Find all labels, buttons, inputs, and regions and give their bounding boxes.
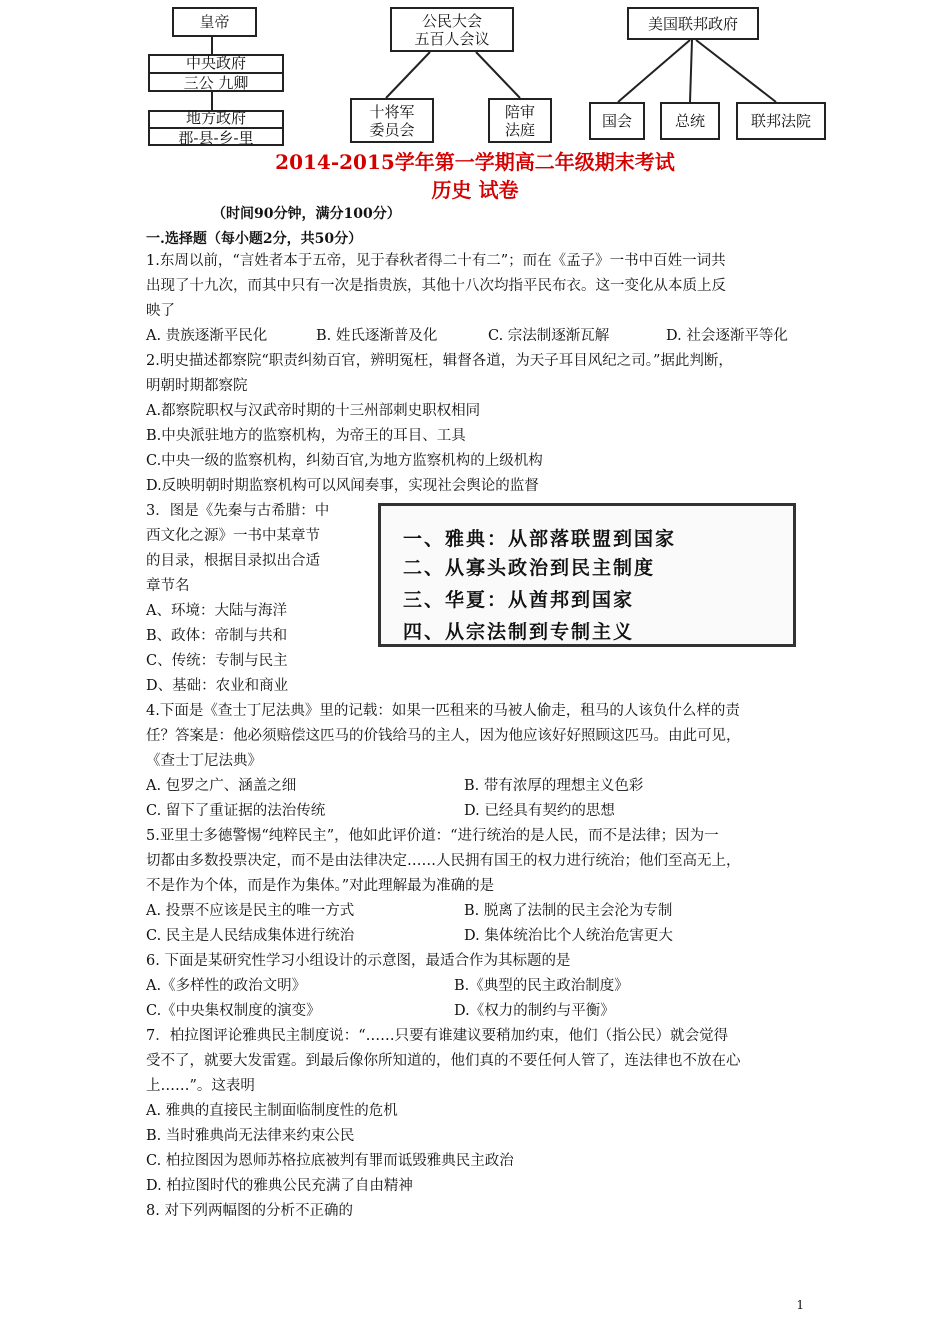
q5-line-1: 5.亚里士多德警惕“纯粹民主”，他如此评价道：“进行统治的是人民，而不是法律；因为一 (146, 828, 719, 844)
q6-option-a: A.《多样性的政治文明》 (146, 978, 307, 994)
emperor-label: 皇帝 (199, 13, 230, 31)
q2-option-b: B.中央派驻地方的监察机构，为帝王的耳目、工具 (146, 428, 466, 444)
q4-line-3: 《查士丁尼法典》 (146, 753, 262, 769)
q7-line-3: 上……”。这表明 (146, 1078, 255, 1094)
q3-line-2: 西文化之源》一书中某章节 (146, 528, 320, 544)
q3-line-4: 章节名 (146, 578, 190, 594)
q2-option-a: A.都察院职权与汉武帝时期的十三州部刺史职权相同 (146, 403, 481, 419)
q3-option-d: D、基础：农业和商业 (146, 678, 289, 694)
connector-assembly-generals (386, 52, 430, 98)
local-levels-label: 郡-县-乡-里 (178, 129, 254, 147)
council-500-label: 五百人会议 (414, 29, 490, 48)
q1-line-3: 映了 (146, 303, 175, 319)
box-ten-generals (350, 98, 434, 143)
q6-option-d: D.《权力的制约与平衡》 (454, 1003, 615, 1019)
q1-option-b: B. 姓氏逐渐普及化 (316, 328, 438, 344)
connector-federal-president (690, 40, 692, 102)
q3-line-1: 3．图是《先秦与古希腊：中 (146, 503, 330, 519)
q1-line-2: 出现了十九次，而其中只有一次是指贵族，其他十八次均指平民布衣。这一变化从本质上反 (146, 278, 726, 294)
q7-option-d: D. 柏拉图时代的雅典公民充满了自由精神 (146, 1178, 413, 1194)
q5-option-c: C. 民主是人民结成集体进行统治 (146, 928, 355, 944)
q3-option-c: C、传统：专制与民主 (146, 653, 288, 669)
toc-item-3: 三、华夏：从酋邦到国家 (403, 589, 635, 611)
box-central-government (148, 54, 284, 92)
q1-line-1: 1.东周以前，“言姓者本于五帝，见于春秋者得二十有二”；而在《孟子》一书中百姓一词共 (146, 253, 726, 269)
box-us-federal-government (627, 7, 759, 40)
q6-line-1: 6. 下面是某研究性学习小组设计的示意图，最适合作为其标题的是 (146, 953, 571, 969)
exam-subject: 历史 试卷 (431, 178, 519, 202)
ten-generals-label: 十将军 (369, 102, 415, 121)
box-president (660, 102, 720, 140)
q4-option-a: A. 包罗之广、涵盖之细 (146, 778, 297, 794)
q7-option-b: B. 当时雅典尚无法律来约束公民 (146, 1128, 355, 1144)
q5-line-3: 不是作为个体，而是作为集体。”对此理解最为准确的是 (146, 878, 495, 894)
q8-line-1: 8. 对下列两幅图的分析不正确的 (146, 1203, 353, 1219)
local-government-label: 地方政府 (185, 109, 246, 127)
connector-federal-congress (618, 40, 690, 102)
q6-option-b: B.《典型的民主政治制度》 (454, 978, 629, 994)
box-federal-court (736, 102, 826, 140)
connector-federal-court (696, 40, 776, 102)
committee-label: 委员会 (369, 120, 415, 139)
toc-item-4: 四、从宗法制到专制主义 (403, 621, 635, 643)
box-emperor (172, 7, 257, 37)
q7-line-1: 7．柏拉图评论雅典民主制度说：“……只要有谁建议要稍加约束，他们（指公民）就会觉得 (146, 1028, 729, 1044)
q3-line-3: 的目录，根据目录拟出合适 (146, 553, 320, 569)
q2-line-1: 2.明史描述都察院“职责纠劾百官，辨明冤枉，辑督各道，为天子耳目风纪之司。”据此判断， (146, 353, 733, 369)
q5-option-b: B. 脱离了法制的民主会沦为专制 (464, 903, 673, 919)
q2-line-2: 明朝时期都察院 (146, 378, 248, 394)
q1-option-c: C. 宗法制逐渐瓦解 (488, 328, 610, 344)
q4-option-b: B. 带有浓厚的理想主义色彩 (464, 778, 644, 794)
q1-option-d: D. 社会逐渐平等化 (666, 328, 788, 344)
q3-option-b: B、政体：帝制与共和 (146, 628, 288, 644)
section-heading: 一.选择题（每小题2分，共50分） (146, 231, 363, 247)
toc-item-2: 二、从寡头政治到民主制度 (403, 557, 656, 579)
central-government-label: 中央政府 (185, 54, 246, 72)
q7-option-c: C. 柏拉图因为恩师苏格拉底被判有罪而诋毁雅典民主政治 (146, 1153, 514, 1169)
box-jury-court (488, 98, 552, 143)
q2-option-c: C.中央一级的监察机构，纠劾百官,为地方监察机构的上级机构 (146, 453, 543, 469)
q7-option-a: A. 雅典的直接民主制面临制度性的危机 (146, 1103, 398, 1119)
page-number: 1 (796, 1298, 804, 1312)
time-note: （时间90分钟，满分100分） (212, 206, 401, 222)
q3-option-a: A、环境：大陆与海洋 (146, 603, 287, 619)
congress-label: 国会 (601, 112, 632, 130)
q1-option-a: A. 贵族逐渐平民化 (146, 328, 268, 344)
q4-line-1: 4.下面是《查士丁尼法典》里的记载：如果一匹租来的马被人偷走，租马的人该负什么样的责 (146, 703, 740, 719)
q5-line-2: 切都由多数投票决定，而不是由法律决定……人民拥有国王的权力进行统治；他们至高无上， (146, 853, 741, 869)
federal-court-label: 联邦法院 (750, 112, 811, 130)
box-local-government (148, 110, 284, 146)
q6-option-c: C.《中央集权制度的演变》 (146, 1003, 321, 1019)
q5-option-d: D. 集体统治比个人统治危害更大 (464, 928, 673, 944)
three-ministers-label: 三公 九卿 (183, 74, 249, 92)
toc-item-1: 一、雅典：从部落联盟到国家 (403, 528, 677, 550)
court-label: 法庭 (504, 120, 535, 139)
q3-table-of-contents (378, 503, 796, 647)
us-federal-government-label: 美国联邦政府 (647, 14, 738, 33)
q5-option-a: A. 投票不应该是民主的唯一方式 (146, 903, 355, 919)
exam-title: 2014-2015学年第一学期高二年级期末考试 (275, 150, 675, 174)
citizen-assembly-label: 公民大会 (421, 11, 482, 30)
q4-option-c: C. 留下了重证据的法治传统 (146, 803, 326, 819)
box-congress (589, 102, 645, 140)
jury-label: 陪审 (504, 102, 535, 121)
q2-option-d: D.反映明朝时期监察机构可以风闻奏事，实现社会舆论的监督 (146, 478, 539, 494)
box-citizen-assembly (390, 7, 514, 52)
q4-option-d: D. 已经具有契约的思想 (464, 803, 615, 819)
president-label: 总统 (674, 112, 705, 130)
q4-line-2: 任？答案是：他必须赔偿这匹马的价钱给马的主人，因为他应该好好照顾这匹马。由此可见， (146, 728, 741, 744)
q7-line-2: 受不了，就要大发雷霆。到最后像你所知道的，他们真的不要任何人管了，连法律也不放在心 (146, 1053, 741, 1069)
connector-assembly-court (476, 52, 520, 98)
